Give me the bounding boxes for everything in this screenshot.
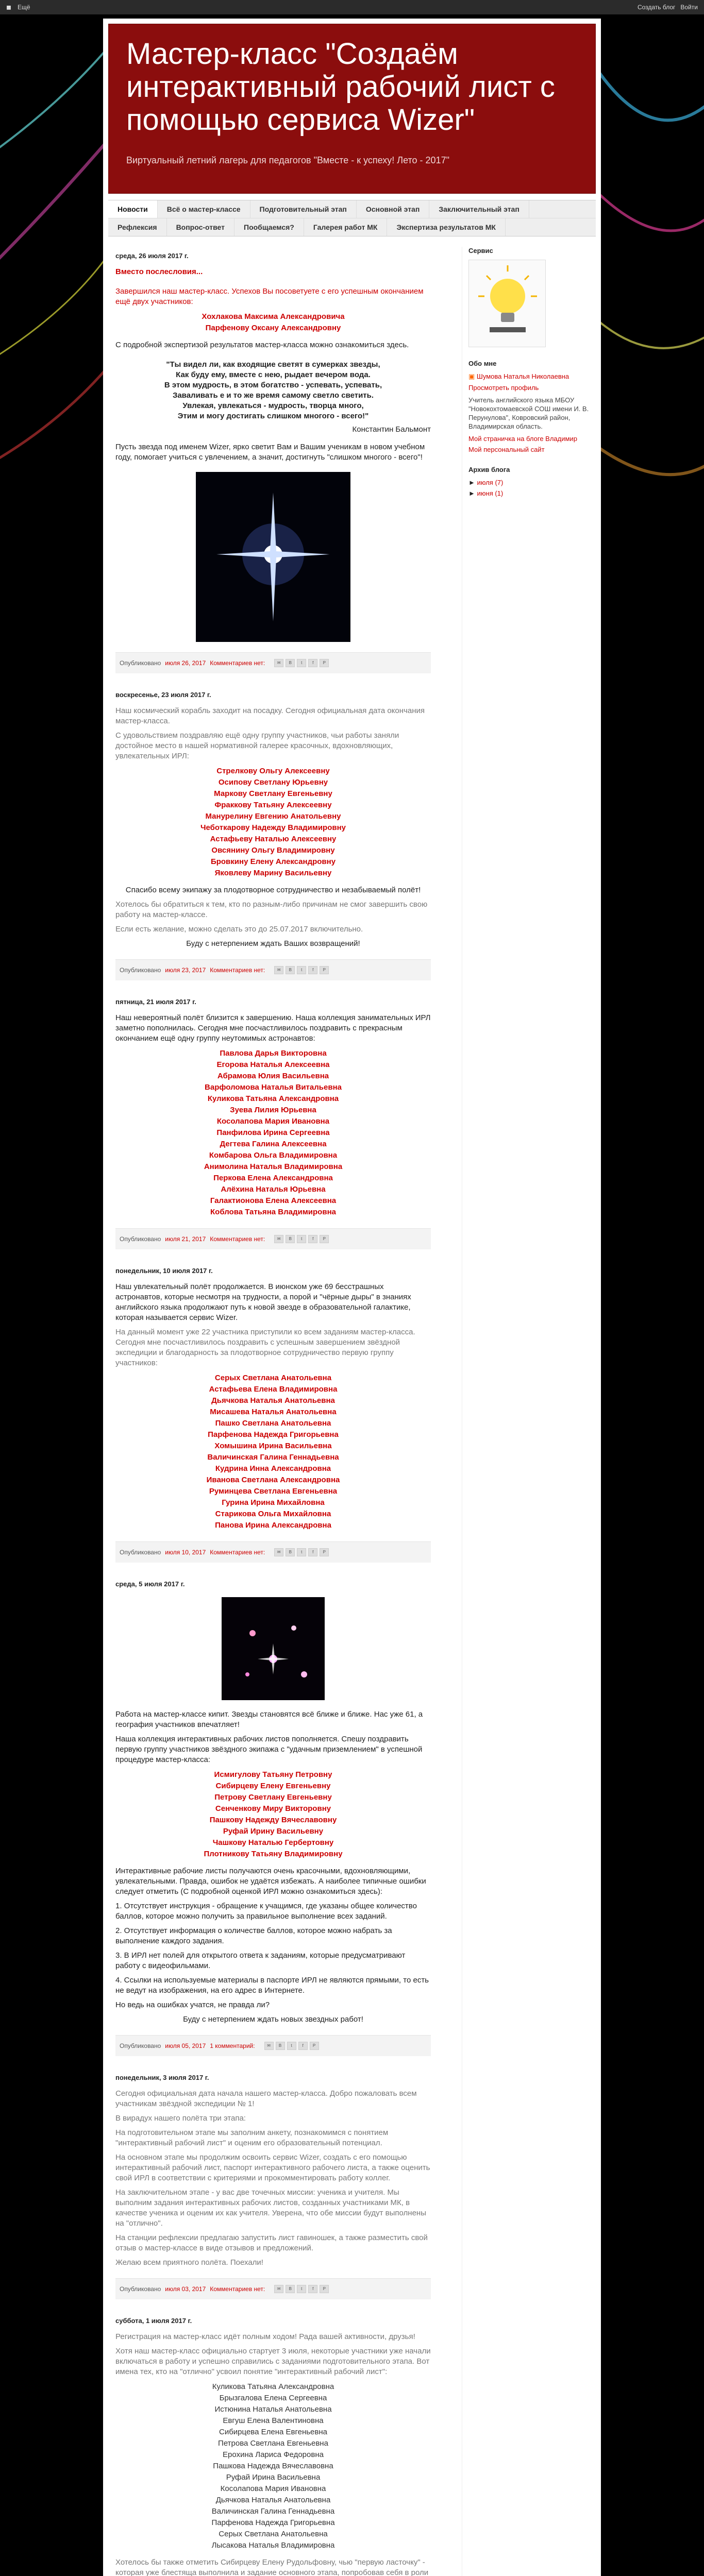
expand-icon[interactable]: ►: [468, 489, 475, 497]
list-item: Истюнина Наталья Анатольевна: [214, 2405, 332, 2414]
twitter-icon[interactable]: t: [297, 1235, 306, 1243]
email-icon[interactable]: ✉: [274, 1235, 283, 1243]
twitter-icon[interactable]: t: [297, 659, 306, 667]
list-item: Манурелину Евгению Анатольевну: [205, 812, 341, 821]
comment-link[interactable]: 1 комментарий:: [210, 2042, 255, 2049]
post-footer: [115, 959, 431, 980]
blogthis-icon[interactable]: B: [286, 1548, 295, 1556]
quote-line: Заваливать е и то же время самому светло светить.: [172, 391, 374, 400]
list-item: Серых Светлана Анатольевна: [219, 2530, 328, 2538]
post-text: С подробной экспертизой результатов мастер-класса можно ознакомиться здесь.: [115, 341, 409, 349]
facebook-icon[interactable]: f: [298, 2042, 308, 2050]
list-item: Сенченкову Миру Викторовну: [215, 1804, 331, 1813]
blog-link[interactable]: Мой страничка на блоге Владимир: [468, 435, 577, 443]
facebook-icon[interactable]: f: [308, 1548, 317, 1556]
post-author-label: Опубликовано: [120, 2042, 161, 2049]
post-author-label: Опубликовано: [120, 1549, 161, 1556]
email-icon[interactable]: ✉: [274, 659, 283, 667]
post-author-label: Опубликовано: [120, 967, 161, 974]
create-blog-link[interactable]: Создать блог: [637, 4, 676, 11]
post-text: Буду с нетерпением ждать Ваших возвращений!: [186, 939, 360, 948]
widget-archive: [468, 466, 591, 497]
quote-author: Константин Бальмонт: [352, 425, 431, 434]
list-item: Овсянину Ольгу Владимировну: [211, 846, 335, 855]
author-name-link[interactable]: Шумова Наталья Николаевна: [476, 372, 569, 380]
list-item: Астафьеву Наталью Алексеевну: [210, 835, 337, 843]
pinterest-icon[interactable]: P: [320, 2285, 329, 2293]
widget-about: [468, 360, 591, 453]
list-item: Дьячкова Наталья Анатольевна: [215, 2496, 331, 2504]
share-buttons: [274, 966, 329, 974]
comment-link[interactable]: Комментариев нет:: [210, 659, 265, 667]
post-text: Спасибо всему экипажу за плодотворное сотрудничество и незабываемый полёт!: [125, 886, 421, 894]
blogger-logo-icon[interactable]: ◼: [6, 4, 11, 11]
list-item: Перкова Елена Александровна: [213, 1174, 333, 1182]
widget-title: Обо мне: [468, 360, 497, 367]
list-item: Яковлеву Марину Васильевну: [214, 869, 332, 877]
post-text: Если есть желание, можно сделать это до 25.07.2017 включительно.: [115, 925, 363, 934]
post-text: На подготовительном этапе мы заполним анкету, познакомимся с понятием "интерактивный рабочий лист" и оценим его образовательный потенциал.: [115, 2128, 389, 2147]
list-item: Исмигулову Татьяну Петровну: [214, 1770, 332, 1779]
post-text: Хотелось бы также отметить Сибирцеву Елену Рудольфовну, чью "первую ласточку" - которая уже блестяща выполнила и задание основного этапа, попробовав себя в роли: [115, 2558, 429, 2576]
quote-line: В этом мудрость, в этом богатство - успевать, успевать,: [164, 381, 382, 389]
post-text: 1. Отсутствует инструкция - обращение к учащимся, где указаны общее количество баллов, которое можно получить за правильное выполнение всех заданий.: [115, 1902, 417, 1921]
pinterest-icon[interactable]: P: [320, 1548, 329, 1556]
post-text: На данный момент уже 22 участника приступили ко всем заданиям мастер-класса. Сегодня мне посчастливилось поздравить с успешным завершением звёздной экспедиции и благодарность за плодотворное сотрудничество первую группу участников:: [115, 1328, 415, 1367]
names-list: [115, 1769, 431, 1860]
post-text: Желаю всем приятного полёта. Поехали!: [115, 2258, 263, 2267]
facebook-icon[interactable]: f: [308, 1235, 317, 1243]
tab-prep-stage[interactable]: Подготовительный этап: [250, 200, 357, 218]
list-item: Анимолина Наталья Владимировна: [204, 1162, 343, 1171]
star-image: [196, 472, 350, 642]
list-item: Абрамова Юлия Васильевна: [217, 1072, 329, 1080]
list-item: Старикова Ольга Михайловна: [215, 1510, 331, 1518]
list-item: Брызгалова Елена Сергеевна: [219, 2394, 327, 2402]
post-footer: [115, 2035, 431, 2056]
blog-header: [108, 24, 596, 194]
comment-link[interactable]: Комментариев нет:: [210, 2285, 265, 2293]
tab-reflection[interactable]: Рефлексия: [108, 218, 167, 236]
list-item: Кудрина Инна Александровна: [215, 1464, 331, 1473]
post-text: Пусть звезда под именем Wizer, ярко светит Вам и Вашим ученикам в новом учебном году, помогает учиться с увлечением, а значит, достигнуть "слишком многого - всего"!: [115, 443, 425, 462]
list-item: Панова Ирина Александровна: [215, 1521, 331, 1530]
post-text: Работа на мастер-классе кипит. Звезды становятся всё ближе и ближе. Нас уже 61, а география участников впечатляет!: [115, 1710, 423, 1729]
pinterest-icon[interactable]: P: [320, 966, 329, 974]
widget-title: Архив блога: [468, 466, 510, 473]
post-text: 2. Отсутствует информация о количестве баллов, которое можно набрать за выполнение каждого задания.: [115, 1926, 392, 1945]
post-date: пятница, 21 июля 2017 г.: [115, 998, 196, 1006]
list-item: Бровкину Елену Александровну: [210, 857, 336, 866]
post-timestamp[interactable]: июля 21, 2017: [165, 1235, 206, 1243]
background-lights-left: [0, 0, 103, 670]
quote-line: "Ты видел ли, как входящие светят в сумерках звезды,: [166, 360, 380, 369]
post-text: Интерактивные рабочие листы получаются очень красочными, вдохновляющими, увлекательными. Правда, ошибок не удаётся избежать. А наиболее типичные ошибки следует отметить (С подробной оценкой ИРЛ можно ознакомиться здесь):: [115, 1867, 426, 1896]
list-item: Варфоломова Наталья Витальевна: [205, 1083, 342, 1092]
list-item: Плотникову Татьяну Владимировну: [204, 1850, 343, 1858]
page-tabs: [108, 200, 596, 236]
pinterest-icon[interactable]: P: [310, 2042, 319, 2050]
quote-line: Как буду ему, вместе с нею, рыдает вечером вода.: [176, 370, 371, 379]
list-item: Руфай Ирину Васильевну: [223, 1827, 324, 1836]
list-item: Маркову Светлану Евгеньевну: [214, 789, 332, 798]
email-icon[interactable]: ✉: [264, 2042, 274, 2050]
twitter-icon[interactable]: t: [297, 966, 306, 974]
post-date: среда, 26 июля 2017 г.: [115, 252, 189, 260]
tab-final-stage[interactable]: Заключительный этап: [429, 200, 529, 218]
archive-month-link[interactable]: июня (1): [477, 489, 504, 497]
names-list: [115, 2381, 431, 2551]
post-text: Завершился наш мастер-класс. Успехов Вы посоветуете с его успешным окончанием ещё двух участников:: [115, 287, 424, 306]
post-timestamp[interactable]: июля 26, 2017: [165, 659, 206, 667]
lightbulb-icon: [469, 260, 546, 348]
post: [115, 267, 431, 673]
list-item: Чеботкарову Надежду Владимировну: [200, 823, 346, 832]
list-item: Валичинская Галина Геннадьевна: [211, 2507, 335, 2516]
list-item: Косолапова Мария Ивановна: [216, 1117, 330, 1126]
profile-link[interactable]: Просмотреть профиль: [468, 384, 539, 392]
list-item: Пашкова Надежда Вячеславовна: [213, 2462, 333, 2470]
list-item: Хохлакова Максима Александровича: [202, 312, 345, 321]
list-item: Гурина Ирина Михайловна: [222, 1498, 325, 1507]
post-text: Сегодня официальная дата начала нашего мастер-класса. Добро пожаловать всем участникам звёздной экспедиции № 1!: [115, 2089, 417, 2108]
tab-about-mk[interactable]: Всё о мастер-классе: [158, 200, 250, 218]
list-item: Павлова Дарья Викторовна: [220, 1049, 327, 1058]
posts-column: [108, 247, 438, 2576]
post: [115, 2332, 431, 2576]
sidebar: [462, 247, 591, 2576]
post-timestamp[interactable]: июля 23, 2017: [165, 967, 206, 974]
list-item: Хомышина Ирина Васильевна: [214, 1442, 332, 1450]
blogthis-icon[interactable]: B: [286, 1235, 295, 1243]
tab-gallery[interactable]: Галерея работ МК: [304, 218, 388, 236]
list-item: Стрелкову Ольгу Алексеевну: [216, 767, 330, 775]
post-date: среда, 5 июля 2017 г.: [115, 1580, 185, 1588]
post-timestamp[interactable]: июля 03, 2017: [165, 2285, 206, 2293]
email-icon[interactable]: ✉: [274, 966, 283, 974]
names-list: [115, 311, 431, 334]
background-lights-right: [585, 0, 704, 670]
share-buttons: [274, 1548, 329, 1556]
list-item: Алёхина Наталья Юрьевна: [221, 1185, 326, 1194]
list-item: Руминцева Светлана Евгеньевна: [209, 1487, 338, 1496]
facebook-icon[interactable]: f: [308, 966, 317, 974]
list-item: Комбарова Ольга Владимировна: [209, 1151, 338, 1160]
twitter-icon[interactable]: t: [297, 2285, 306, 2293]
post-date: воскресенье, 23 июля 2017 г.: [115, 691, 211, 699]
share-buttons: [274, 2285, 329, 2293]
post-text: На основном этапе мы продолжим освоить сервис Wizer, создать с его помощью интерактивный рабочий лист, паспорт интерактивного рабочего листа, а также оценить свой ИРЛ в соответствии с критериями и прокомментировать работу коллег.: [115, 2153, 430, 2182]
email-icon[interactable]: ✉: [274, 1548, 283, 1556]
blog-title[interactable]: Мастер-класс "Создаём интерактивный рабочий лист с помощью сервиса Wizer": [126, 37, 555, 137]
blogger-navbar: [0, 0, 704, 14]
blogthis-icon[interactable]: B: [286, 966, 295, 974]
facebook-icon[interactable]: f: [308, 2285, 317, 2293]
post-text: В вирадух нашего полёта три этапа:: [115, 2114, 246, 2123]
post: [115, 2089, 431, 2299]
tab-chat[interactable]: Пообщаемся?: [234, 218, 304, 236]
list-item: Пашко Светлана Анатольевна: [215, 1419, 331, 1428]
list-item: Руфай Ирина Васильевна: [226, 2473, 321, 2482]
post-text: С удовольствием поздравляю ещё одну группу участников, чьи работы заняли достойное место в нашей нормативной галерее красочных, вдохновляющих, увлекательных ИРЛ:: [115, 731, 399, 760]
widget-service: [468, 247, 591, 347]
list-item: Егорова Наталья Алексеевна: [216, 1060, 330, 1069]
list-item: Зуева Лилия Юрьевна: [230, 1106, 316, 1114]
personal-site-link[interactable]: Мой персональный сайт: [468, 446, 545, 453]
post-text: Регистрация на мастер-класс идёт полным ходом! Рада вашей активности, друзья!: [115, 2332, 415, 2341]
about-text: Учитель английского языка МБОУ "Новокохтомаевской СОШ имени И. В. Перунулова", Ковровский район, Владимирская область.: [468, 396, 589, 430]
blogger-user-icon: ▣: [468, 372, 475, 380]
blogthis-icon[interactable]: B: [286, 2285, 295, 2293]
blogthis-icon[interactable]: B: [286, 659, 295, 667]
list-item: Куликова Татьяна Александровна: [207, 1094, 339, 1103]
pinterest-icon[interactable]: P: [320, 659, 329, 667]
list-item: Серых Светлана Анатольевна: [214, 1374, 332, 1382]
list-item: Парфенову Оксану Александровну: [205, 324, 341, 332]
list-item: Астафьева Елена Владимировна: [209, 1385, 338, 1394]
archive-month-link[interactable]: июля (7): [477, 479, 504, 486]
tab-news[interactable]: Новости: [108, 200, 158, 218]
post-author-label: Опубликовано: [120, 1235, 161, 1243]
tab-expertise[interactable]: Экспертиза результатов МК: [387, 218, 505, 236]
post: [115, 1597, 431, 2056]
list-item: Иванова Светлана Александровна: [206, 1476, 340, 1484]
post-footer: [115, 1541, 431, 1563]
post-footer: [115, 1228, 431, 1249]
list-item: Мисашева Наталья Анатольевна: [210, 1408, 337, 1416]
post: [115, 1282, 431, 1563]
post-text: На заключительном этапе - у вас две точечных миссии: ученика и учителя. Мы выполним задания интерактивных рабочих листов, созданных участниками МК, в качестве ученика и оценим их как учителя. Уверена, что обе миссии будут выполнены на "отлично".: [115, 2188, 426, 2228]
post-text: 3. В ИРЛ нет полей для открытого ответа к заданиям, которые предусматривают работу с видеофильмами.: [115, 1951, 406, 1970]
share-buttons: [274, 659, 329, 667]
post-text: Наш увлекательный полёт продолжается. В июнском уже 69 бесстрашных астронавтов, которые несмотря на трудности, а порой и "чёрные дыры" в знаниях английского языка продолжают путь к новой звезде в образовательной галактике, которая называется сервис Wizer.: [115, 1282, 411, 1322]
share-buttons: [274, 1235, 329, 1243]
list-item: Ерохина Лариса Федоровна: [223, 2450, 324, 2459]
list-item: Чашкову Наталью Гербертовну: [212, 1838, 334, 1847]
twitter-icon[interactable]: t: [287, 2042, 296, 2050]
content-outer: [103, 19, 601, 2576]
post-footer: [115, 2278, 431, 2299]
list-item: Галактионова Елена Алексеевна: [210, 1196, 337, 1205]
names-list: [115, 766, 431, 879]
list-item: Осипову Светлану Юрьевну: [218, 778, 328, 787]
list-item: Пашкову Надежду Вячеславовну: [209, 1816, 337, 1824]
tab-main-stage[interactable]: Основной этап: [357, 200, 429, 218]
list-item: Куликова Татьяна Александровна: [212, 2382, 334, 2391]
post-date: понедельник, 10 июля 2017 г.: [115, 1267, 213, 1275]
list-item: Дегтева Галина Алексеевна: [220, 1140, 327, 1148]
post-text: 4. Ссылки на используемые материалы в паспорте ИРЛ не являются прямыми, то есть не ведут на изображения, на его адрес в Интернете.: [115, 1976, 429, 1995]
post-author-label: Опубликовано: [120, 659, 161, 667]
list-item: Коблова Татьяна Владимировна: [210, 1208, 336, 1216]
list-item: Косолапова Мария Ивановна: [220, 2484, 326, 2493]
post-text: Наша коллекция интерактивных рабочих листов пополняется. Спешу поздравить первую группу участников звёздного экипажа с "удачным приземлением" в успешной процедуре мастер-класса:: [115, 1735, 423, 1764]
list-item: Лысакова Наталья Владимировна: [211, 2541, 335, 2550]
names-list: [115, 1372, 431, 1531]
post-text: Буду с нетерпением ждать новых звездных работ!: [183, 2015, 363, 2024]
widget-title: Сервис: [468, 247, 493, 255]
comment-link[interactable]: Комментариев нет:: [210, 1549, 265, 1556]
comment-link[interactable]: Комментариев нет:: [210, 1235, 265, 1243]
list-item: Евгуш Елена Валентиновна: [223, 2416, 324, 2425]
twitter-icon[interactable]: t: [297, 1548, 306, 1556]
list-item: Сибирцеву Елену Евгеньевну: [215, 1782, 331, 1790]
pinterest-icon[interactable]: P: [320, 1235, 329, 1243]
wizer-logo-image[interactable]: [468, 260, 546, 347]
blogthis-icon[interactable]: B: [276, 2042, 285, 2050]
post-title[interactable]: Вместо послесловия...: [115, 267, 203, 276]
quote-line: Этим и могу достигать слишком многого - всего!": [177, 412, 369, 420]
post-text: Но ведь на ошибках учатся, не правда ли?: [115, 2001, 270, 2009]
list-item: Сибирцева Елена Евгеньевна: [219, 2428, 327, 2436]
list-item: Фраккову Татьяну Алексеевну: [214, 801, 332, 809]
names-list: [115, 1048, 431, 1218]
post-date: суббота, 1 июля 2017 г.: [115, 2317, 192, 2325]
list-item: Парфенова Надежда Григорьевна: [208, 1430, 339, 1439]
quote-line: Увлекая, увлекаться - мудрость, творца много,: [182, 401, 364, 410]
post-footer: [115, 652, 431, 673]
blog-description: Виртуальный летний лагерь для педагогов "Вместе - к успеху! Лето - 2017": [126, 155, 449, 165]
post-text: Наш космический корабль заходит на посадку. Сегодня официальная дата окончания мастер-класса.: [115, 706, 425, 725]
list-item: Петрову Светлану Евгеньевну: [214, 1793, 332, 1802]
post-author-label: Опубликовано: [120, 2285, 161, 2293]
sign-in-link[interactable]: Войти: [680, 4, 698, 11]
list-item: Парфенова Надежда Григорьевна: [211, 2518, 335, 2527]
post-date: понедельник, 3 июля 2017 г.: [115, 2074, 209, 2081]
navbar-more-link[interactable]: Ещё: [17, 4, 30, 11]
list-item: Панфилова Ирина Сергеевна: [216, 1128, 330, 1137]
post-text: Хотя наш мастер-класс официально стартует 3 июля, некоторые участники уже начали включаться в работу и успешно справились с заданиями подготовительного этапа. Вот имена тех, кто на "отлично" усвоил понятие "интерактивный рабочий лист":: [115, 2347, 431, 2376]
share-buttons: [264, 2042, 319, 2050]
stars-image: [222, 1597, 325, 1700]
email-icon[interactable]: ✉: [274, 2285, 283, 2293]
tab-qa[interactable]: Вопрос-ответ: [167, 218, 234, 236]
list-item: Петрова Светлана Евгеньевна: [218, 2439, 328, 2448]
expand-icon[interactable]: ►: [468, 479, 475, 486]
list-item: Дьячкова Наталья Анатольевна: [211, 1396, 335, 1405]
comment-link[interactable]: Комментариев нет:: [210, 967, 265, 974]
post: [115, 706, 431, 980]
post-text: На станции рефлексии предлагаю запустить лист гавиношек, а также разместить свой отзыв о мастер-классе в виде отзывов и предложений.: [115, 2233, 428, 2252]
list-item: Валичинская Галина Геннадьевна: [207, 1453, 339, 1462]
quote-block: [115, 360, 431, 421]
post-timestamp[interactable]: июля 05, 2017: [165, 2042, 206, 2049]
post: [115, 1013, 431, 1249]
post-text: Хотелось бы обратиться к тем, кто по разным-либо причинам не смог завершить свою работу на мастер-классе.: [115, 900, 428, 919]
facebook-icon[interactable]: f: [308, 659, 317, 667]
post-timestamp[interactable]: июля 10, 2017: [165, 1549, 206, 1556]
post-text: Наш невероятный полёт близится к завершению. Наша коллекция занимательных ИРЛ заметно пополнилась. Сегодня мне посчастливилось поздравить с прекрасным окончанием ещё одну группу неутомимых астронавтов:: [115, 1013, 431, 1043]
